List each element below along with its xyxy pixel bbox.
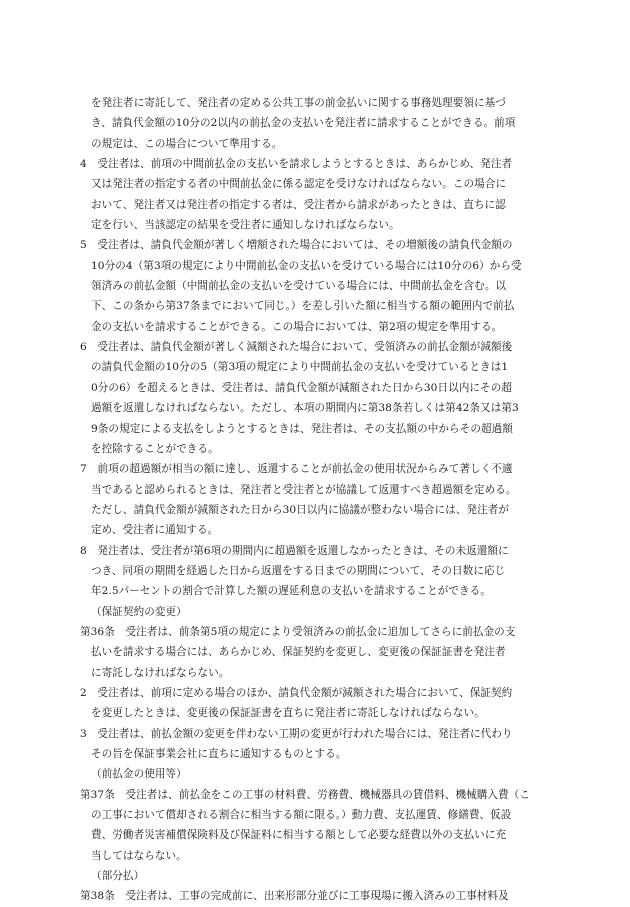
text-line: 7 前項の超過額が相当の額に達し、返還することが前払金の使用状況からみて著しく不適	[80, 463, 513, 476]
text-line: 10分の4（第3項の規定により中間前払金の支払いを受けている場合には10分の6）から受	[91, 259, 522, 272]
text-line: 第37条 受注者は、前払金をこの工事の材料費、労務費、機械器具の賃借料、機械購入費（こ	[80, 788, 530, 801]
text-line: を控除することができる。	[91, 442, 219, 455]
text-line: 又は発注者の指定する者の中間前払金に係る認定を受けなければならない。この場合に	[91, 178, 507, 191]
text-line: 払いを請求する場合には、あらかじめ、保証契約を変更し、変更後の保証証書を発注者	[91, 646, 506, 659]
text-line: 第36条 受注者は、前条第5項の規定により受領済みの前払金に追加してさらに前払金の支	[80, 625, 516, 638]
text-line: つき、同項の期間を経過した日から返還をする日までの期間について、その日数に応じ	[91, 564, 506, 577]
text-line: 当してはならない。	[91, 849, 187, 862]
text-line: ただし、請負代金額が減額された日から30日以内に協議が整わない場合には、発注者が	[91, 503, 510, 516]
text-line: の工事において償却される割合に相当する額に限る。）動力費、支払運賃、修繕費、仮設	[91, 809, 512, 822]
text-line: を発注者に寄託して、発注者の定める公共工事の前金払いに関する事務処理要領に基づ	[91, 97, 506, 109]
text-line: 年2.5パーセントの割合で計算した額の遅延利息の支払いを請求することができる。	[91, 585, 491, 598]
document-page	[80, 93, 550, 907]
text-line: 8 発注者は、受注者が第6項の期間内に超過額を返還しなかったときは、その未返還額に	[80, 544, 509, 557]
text-line: 下、この条から第37条までにおいて同じ。）を差し引いた額に相当する額の範囲内で前払	[91, 300, 515, 313]
text-line: （前払金の使用等）	[91, 768, 187, 781]
text-line: 3 受注者は、前払金額の変更を伴わない工期の変更が行われた場合には、発注者に代わり	[80, 727, 513, 740]
text-line: の規定は、この場合について準用する。	[91, 137, 283, 150]
text-line: 費、労働者災害補償保険料及び保証料に相当する額として必要な経費以外の支払いに充	[91, 829, 507, 842]
text-line: 金の支払いを請求することができる。この場合においては、第2項の規定を準用する。	[91, 320, 503, 333]
text-line: に寄託しなければならない。	[91, 666, 230, 679]
text-line: 当であると認められるときは、発注者と受注者とが協議して返還すべき超過額を定める。	[91, 483, 517, 496]
text-line: （部分払）	[91, 870, 145, 883]
text-line: 9条の規定による支払をしようとするときは、発注者は、その支払額の中からその超過額	[91, 422, 513, 435]
text-line: 過額を返還しなければならない。ただし、本項の期間内に第38条若しくは第42条又は第3	[91, 402, 519, 415]
text-line: おいて、発注者又は発注者の指定する者は、受注者から請求があったときは、直ちに認	[91, 198, 506, 211]
text-line: （保証契約の変更）	[91, 605, 187, 618]
text-line: 5 受注者は、請負代金額が著しく増額された場合においては、その増額後の請負代金額の	[80, 239, 513, 252]
text-line: 定め、受注者に通知する。	[91, 524, 219, 537]
text-line: 6 受注者は、請負代金額が著しく減額された場合において、受領済みの前払金額が減額後	[80, 341, 513, 354]
text-line: その旨を保証事業会社に直ちに通知するものとする。	[91, 748, 347, 760]
text-line: 2 受注者は、前項に定める場合のほか、請負代金額が減額された場合において、保証契約	[80, 686, 513, 699]
text-line: 4 受注者は、前項の中間前払金の支払いを請求しようとするときは、あらかじめ、発注者	[80, 158, 513, 171]
text-line: を変更したときは、変更後の保証証書を直ちに発注者に寄託しなければならない。	[91, 707, 485, 720]
text-line: 第38条 受注者は、工事の完成前に、出来形部分並びに工事現場に搬入済みの工事材料及	[80, 890, 509, 903]
text-line: 0分の6）を超えるときは、受注者は、請負代金額が減額された日から30日以内にその超	[91, 381, 512, 394]
text-line: の請負代金額の10分の5（第3項の規定により中間前払金の支払いを受けているときは1	[91, 361, 509, 374]
text-line: 定を行い、当該認定の結果を受注者に通知しなければならない。	[91, 219, 400, 232]
text-line: き、請負代金額の10分の2以内の前払金の支払いを発注者に請求することができる。前項	[91, 117, 516, 130]
text-line: 領済みの前払金額（中間前払金の支払いを受けている場合には、中間前払金を含む。以	[91, 280, 507, 293]
